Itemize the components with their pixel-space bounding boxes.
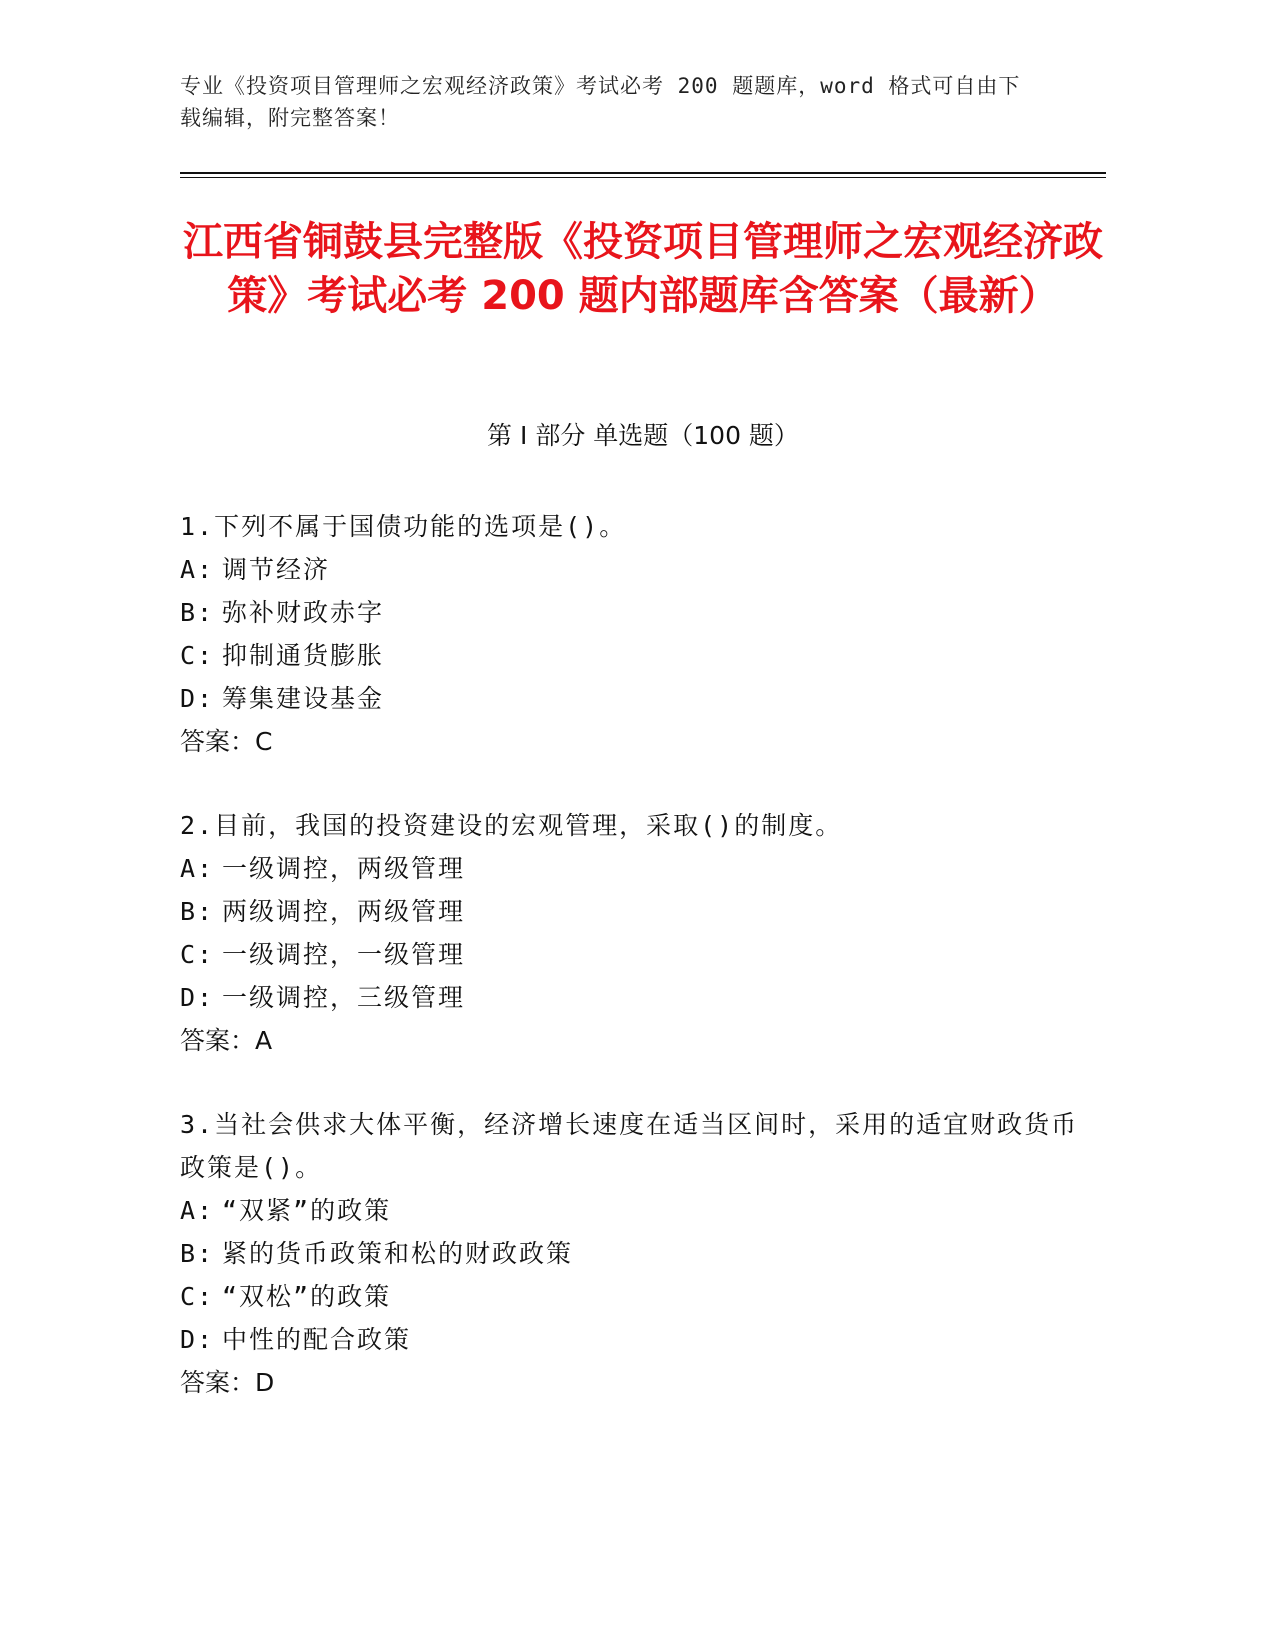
option-letter: D: [180, 983, 215, 1012]
answer-value: A [255, 1026, 273, 1055]
header-rule-thin [180, 177, 1106, 178]
answer-value: D [255, 1368, 275, 1397]
question-stem: 3.当社会供求大体平衡，经济增长速度在适当区间时，采用的适宜财政货币政策是()。 [180, 1110, 1079, 1182]
option-letter: D: [180, 1325, 215, 1354]
option-letter: D: [180, 684, 215, 713]
document-title: 江西省铜鼓县完整版《投资项目管理师之宏观经济政策》考试必考 200 题内部题库含答案（最新） [183, 219, 1103, 319]
option-text: 弥补财政赤字 [222, 598, 385, 627]
question-stem: 1.下列不属于国债功能的选项是()。 [180, 512, 627, 541]
option-letter: C: [180, 940, 215, 969]
option-letter: B: [180, 897, 215, 926]
option-a [180, 548, 1080, 591]
option-d [180, 677, 1080, 720]
answer-label: 答案： [180, 1368, 256, 1397]
option-text: 两级调控，两级管理 [222, 897, 466, 926]
answer-line [180, 1019, 1080, 1063]
header-rule-thick [180, 172, 1106, 174]
option-letter: C: [180, 641, 215, 670]
option-c [180, 634, 1080, 677]
option-d [180, 976, 1080, 1019]
option-letter: A: [180, 1196, 215, 1225]
option-c [180, 1275, 1080, 1318]
option-text: “双松”的政策 [222, 1282, 392, 1311]
section-title: 第 I 部分 单选题（100 题） [487, 421, 799, 450]
option-text: 调节经济 [222, 555, 331, 584]
option-text: 筹集建设基金 [222, 684, 385, 713]
option-text: 紧的货币政策和松的财政政策 [222, 1239, 574, 1268]
option-a [180, 1189, 1080, 1232]
option-text: 一级调控，三级管理 [222, 983, 466, 1012]
option-letter: B: [180, 598, 215, 627]
question-list [180, 505, 1080, 1445]
option-text: 一级调控，两级管理 [222, 854, 466, 883]
option-a [180, 847, 1080, 890]
option-d [180, 1318, 1080, 1361]
question-stem: 2.目前，我国的投资建设的宏观管理，采取()的制度。 [180, 811, 843, 840]
option-letter: A: [180, 854, 215, 883]
option-letter: A: [180, 555, 215, 584]
option-c [180, 933, 1080, 976]
option-letter: B: [180, 1239, 215, 1268]
question-2 [180, 804, 1080, 1063]
answer-label: 答案： [180, 1026, 256, 1055]
option-text: 一级调控，一级管理 [222, 940, 466, 969]
option-b [180, 1232, 1080, 1275]
option-text: “双紧”的政策 [222, 1196, 392, 1225]
answer-line [180, 720, 1080, 764]
option-text: 抑制通货膨胀 [222, 641, 385, 670]
option-text: 中性的配合政策 [222, 1325, 412, 1354]
question-3 [180, 1103, 1080, 1405]
header-note: 专业《投资项目管理师之宏观经济政策》考试必考 200 题题库，word 格式可自由下载编辑，附完整答案！ [180, 74, 1021, 130]
question-1 [180, 505, 1080, 764]
answer-value: C [255, 727, 273, 756]
answer-label: 答案： [180, 727, 256, 756]
option-letter: C: [180, 1282, 215, 1311]
answer-line [180, 1361, 1080, 1405]
option-b [180, 890, 1080, 933]
option-b [180, 591, 1080, 634]
